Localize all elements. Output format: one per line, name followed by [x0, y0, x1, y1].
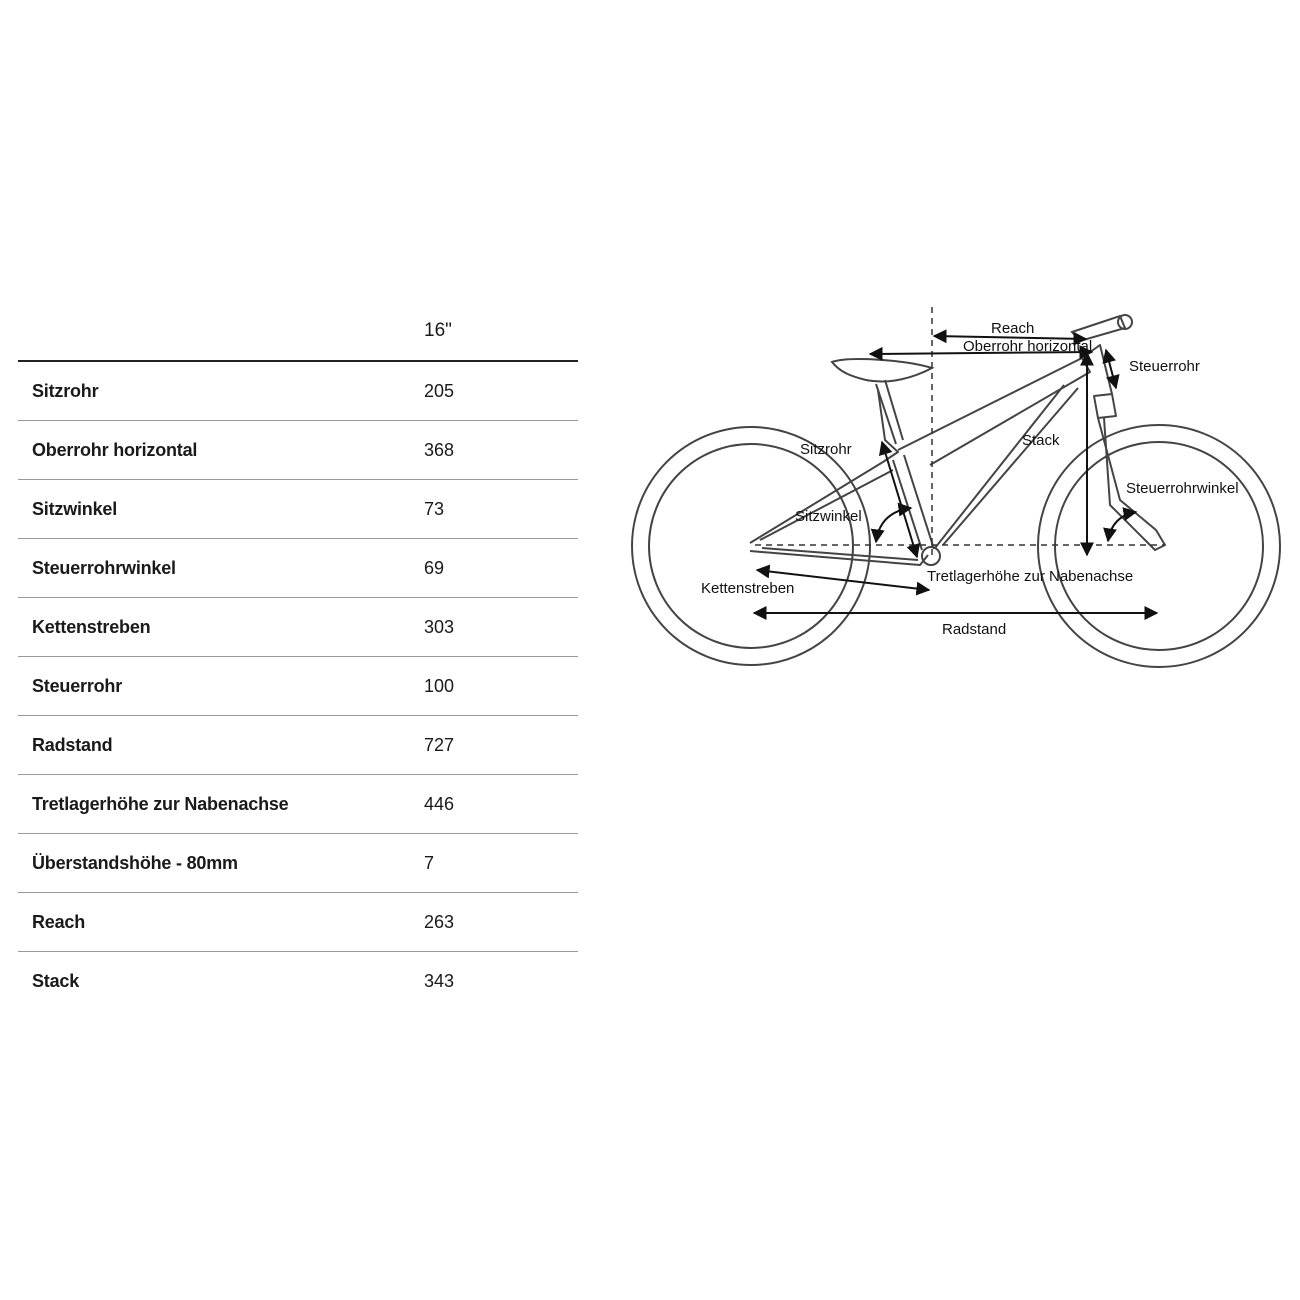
table-row	[18, 657, 578, 716]
row-label: Tretlagerhöhe zur Nabenachse	[32, 794, 289, 814]
table-row	[18, 834, 578, 893]
saddle	[832, 359, 932, 444]
row-value: 7	[424, 853, 435, 873]
front-wheel	[1038, 425, 1280, 667]
row-label: Reach	[32, 912, 86, 932]
label-oberrohr-horizontal: Oberrohr horizontal	[963, 338, 1093, 355]
row-label: Steuerrohr	[32, 676, 123, 696]
label-kettenstreben: Kettenstreben	[701, 580, 795, 597]
rear-wheel	[632, 427, 870, 665]
row-label: Sitzwinkel	[32, 499, 118, 519]
label-sitzwinkel: Sitzwinkel	[795, 508, 862, 525]
row-label: Sitzrohr	[32, 381, 99, 401]
label-reach: Reach	[991, 320, 1035, 337]
row-value: 263	[424, 912, 455, 932]
row-value: 727	[424, 735, 455, 755]
table-header	[18, 300, 578, 362]
geometry-table	[18, 300, 578, 1010]
row-value: 303	[424, 617, 455, 637]
row-label: Oberrohr horizontal	[32, 440, 198, 460]
row-label: Stack	[32, 971, 80, 991]
row-value: 100	[424, 676, 455, 696]
table-row	[18, 775, 578, 834]
row-label: Überstandshöhe - 80mm	[32, 853, 238, 873]
row-value: 69	[424, 558, 445, 578]
label-radstand: Radstand	[942, 621, 1007, 638]
label-sitzrohr: Sitzrohr	[800, 441, 852, 458]
label-steuerrohr: Steuerrohr	[1129, 358, 1200, 375]
row-value: 205	[424, 381, 455, 401]
table-row	[18, 539, 578, 598]
table-row	[18, 598, 578, 657]
row-label: Steuerrohrwinkel	[32, 558, 176, 578]
size-column-header: 16"	[424, 320, 452, 341]
row-value: 446	[424, 794, 455, 814]
label-stack: Stack	[1022, 432, 1060, 449]
table-row	[18, 716, 578, 775]
row-value: 343	[424, 971, 455, 991]
label-steuerrohrwinkel: Steuerrohrwinkel	[1126, 480, 1239, 497]
table-row	[18, 893, 578, 952]
table-row	[18, 421, 578, 480]
table-row	[18, 952, 578, 1010]
table-row	[18, 480, 578, 539]
bike-geometry-diagram	[620, 290, 1290, 690]
row-value: 73	[424, 499, 445, 519]
row-label: Radstand	[32, 735, 113, 755]
row-label: Kettenstreben	[32, 617, 151, 637]
row-value: 368	[424, 440, 455, 460]
table-row	[18, 362, 578, 421]
label-tretlagerhoehe: Tretlagerhöhe zur Nabenachse	[927, 568, 1134, 585]
